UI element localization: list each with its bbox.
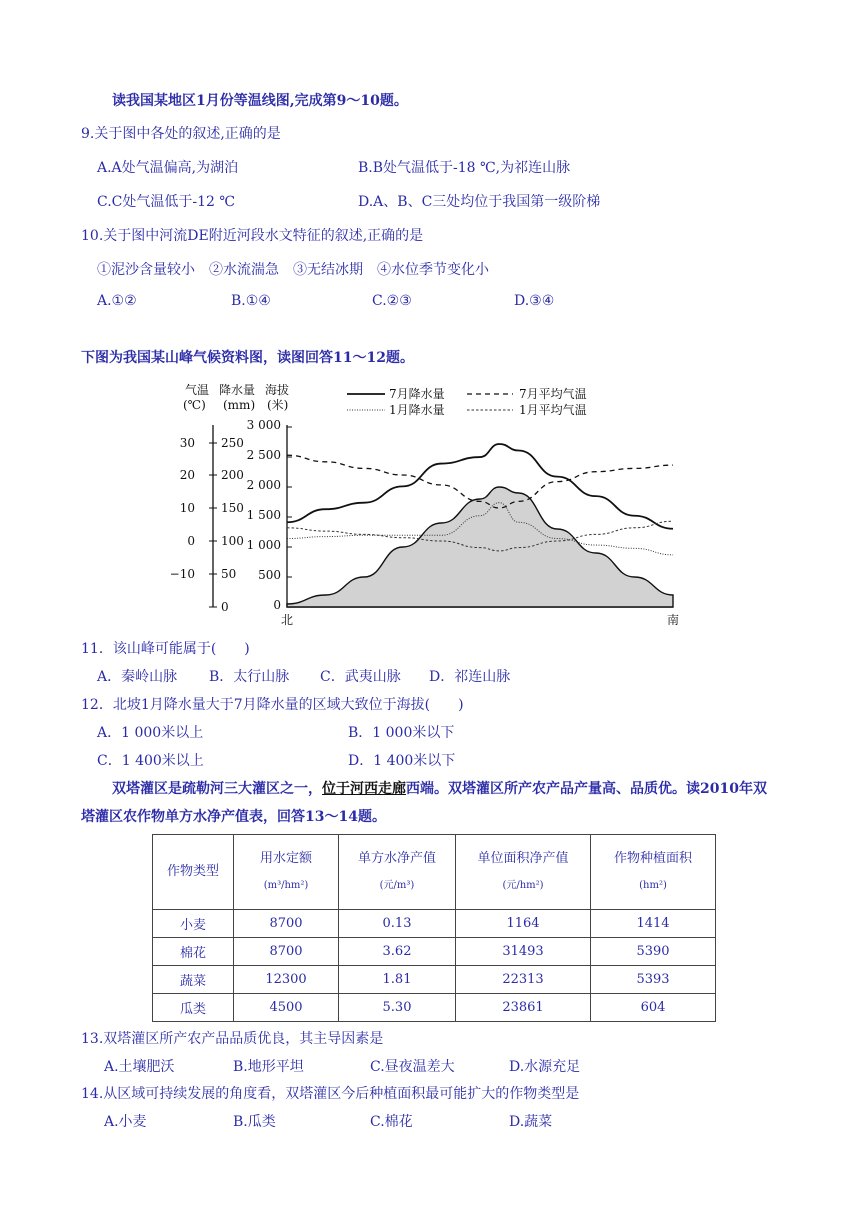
q10-option-d[interactable]: D.③④ [514,293,555,309]
cell-crop: 棉花 [153,938,234,966]
cell-value: 1414 [591,910,716,938]
elev-tick-label: 2 500 [246,448,281,462]
temp-axis-header: 气温 [185,383,210,397]
precip-tick-label: 200 [221,468,244,482]
q13-option-d[interactable]: D.水源充足 [509,1059,581,1075]
q9-option-a[interactable]: A.A处气温偏高,为湖泊 [97,160,239,176]
q10-option-c[interactable]: C.②③ [372,293,412,309]
table-row [153,910,716,938]
q13-option-c[interactable]: C.昼夜温差大 [370,1059,455,1075]
legend-jan-precip: 1月降水量 [389,403,445,417]
legend-july-precip: 7月降水量 [389,387,445,401]
temp-tick-label: 20 [179,468,195,482]
q14-option-d[interactable]: D.蔬菜 [509,1114,553,1130]
q14-option-b[interactable]: B.瓜类 [233,1114,276,1130]
crop-water-table [152,834,716,1022]
cell-value: 22313 [456,966,591,994]
table-row [153,966,716,994]
cell-value: 4500 [234,994,339,1022]
q10-option-b[interactable]: B.①④ [231,293,271,309]
cell-value: 604 [591,994,716,1022]
q13-option-a[interactable]: A.土壤肥沃 [104,1059,175,1075]
cell-value: 5.30 [339,994,456,1022]
temp-tick-label: 0 [187,534,195,548]
precip-axis-header: 降水量 [219,383,256,397]
q9-option-c[interactable]: C.C处气温低于-12 ℃ [97,194,236,210]
legend-july-temp: 7月平均气温 [519,387,587,401]
q11-option-d[interactable]: D．祁连山脉 [429,669,511,685]
q10-option-a[interactable]: A.①② [97,293,137,309]
table-row [153,994,716,1022]
header-net-per-area: 单位面积净产值 (元/hm²) [456,835,591,910]
precip-tick-label: 0 [221,600,229,614]
elev-tick-label: 1 500 [246,508,281,522]
question-10-stem: 10.关于图中河流DE附近河段水文特征的叙述,正确的是 [81,228,424,244]
climate-chart [169,375,695,635]
cell-value: 1164 [456,910,591,938]
question-12-stem: 12．北坡1月降水量大于7月降水量的区域大致位于海拔( ) [81,697,464,713]
precip-tick-label: 150 [221,501,244,515]
q9-option-d[interactable]: D.A、B、C三处均位于我国第一级阶梯 [358,194,601,210]
q11-option-a[interactable]: A．秦岭山脉 [97,669,178,685]
x-end-label: 南 [666,613,680,627]
table-header-row [153,835,716,910]
q12-option-d[interactable]: D．1 400米以下 [348,753,456,769]
precip-tick-label: 250 [221,436,244,450]
question-13-stem: 13.双塔灌区所产农产品品质优良，其主导因素是 [81,1031,384,1047]
elev-tick-label: 500 [258,568,281,582]
cell-value: 5393 [591,966,716,994]
x-start-label: 北 [280,613,294,627]
q12-option-b[interactable]: B．1 000米以下 [348,725,455,741]
temp-tick-label: −10 [169,567,195,581]
header-crop-type: 作物类型 [153,835,234,910]
temp-tick-label: 30 [179,436,195,450]
q14-option-c[interactable]: C.棉花 [370,1114,413,1130]
intro-text-1: 读我国某地区1月份等温线图,完成第9～10题。 [112,93,408,109]
header-net-per-water: 单方水净产值 (元/m³) [339,835,456,910]
question-11-stem: 11．该山峰可能属于( ) [81,641,250,657]
cell-value: 5390 [591,938,716,966]
header-planted-area: 作物种植面积 (hm²) [591,835,716,910]
cell-value: 0.13 [339,910,456,938]
legend-jan-temp: 1月平均气温 [519,403,587,417]
precip-axis-unit: (mm) [223,398,256,412]
cell-value: 23861 [456,994,591,1022]
q10-items: ①泥沙含量较小 ②水流湍急 ③无结冰期 ④水位季节变化小 [97,262,489,278]
q12-option-a[interactable]: A．1 000米以上 [97,725,204,741]
elev-tick-label: 1 000 [246,538,281,552]
intro-3-part2: 西端。双塔灌区所产农产品产量高、品质优。读2010年双 [406,781,767,797]
elev-tick-label: 3 000 [246,418,281,432]
cell-value: 8700 [234,910,339,938]
q13-option-b[interactable]: B.地形平坦 [233,1059,304,1075]
intro-text-3 [112,778,767,798]
cell-value: 12300 [234,966,339,994]
question-14-stem: 14.从区域可持续发展的角度看，双塔灌区今后种植面积最可能扩大的作物类型是 [81,1086,580,1102]
table-row [153,938,716,966]
temp-tick-label: 10 [179,501,195,515]
elev-tick-label: 2 000 [246,478,281,492]
question-9-stem: 9.关于图中各处的叙述,正确的是 [81,126,281,142]
intro-text-2: 下图为我国某山峰气候资料图，读图回答11～12题。 [81,350,414,366]
cell-value: 3.62 [339,938,456,966]
intro-text-3-line2: 塔灌区农作物单方水净产值表，回答13～14题。 [81,809,386,825]
temp-axis-unit: (℃) [183,398,206,412]
q11-option-b[interactable]: B．太行山脉 [209,669,290,685]
header-water-quota: 用水定额 (m³/hm²) [234,835,339,910]
elev-axis-header: 海拔 [265,383,290,397]
cell-crop: 蔬菜 [153,966,234,994]
elev-tick-label: 0 [273,598,281,612]
intro-3-underline: 位于河西走廊 [322,781,406,797]
cell-value: 1.81 [339,966,456,994]
cell-crop: 瓜类 [153,994,234,1022]
q14-option-a[interactable]: A.小麦 [104,1114,147,1130]
q11-option-c[interactable]: C．武夷山脉 [320,669,401,685]
cell-crop: 小麦 [153,910,234,938]
precip-tick-label: 100 [221,534,244,548]
cell-value: 8700 [234,938,339,966]
precip-tick-label: 50 [221,567,237,581]
intro-3-part1: 双塔灌区是疏勒河三大灌区之一， [112,781,322,797]
elev-axis-unit: (米) [267,398,289,412]
q9-option-b[interactable]: B.B处气温低于-18 ℃,为祁连山脉 [358,160,571,176]
cell-value: 31493 [456,938,591,966]
q12-option-c[interactable]: C．1 400米以上 [97,753,204,769]
